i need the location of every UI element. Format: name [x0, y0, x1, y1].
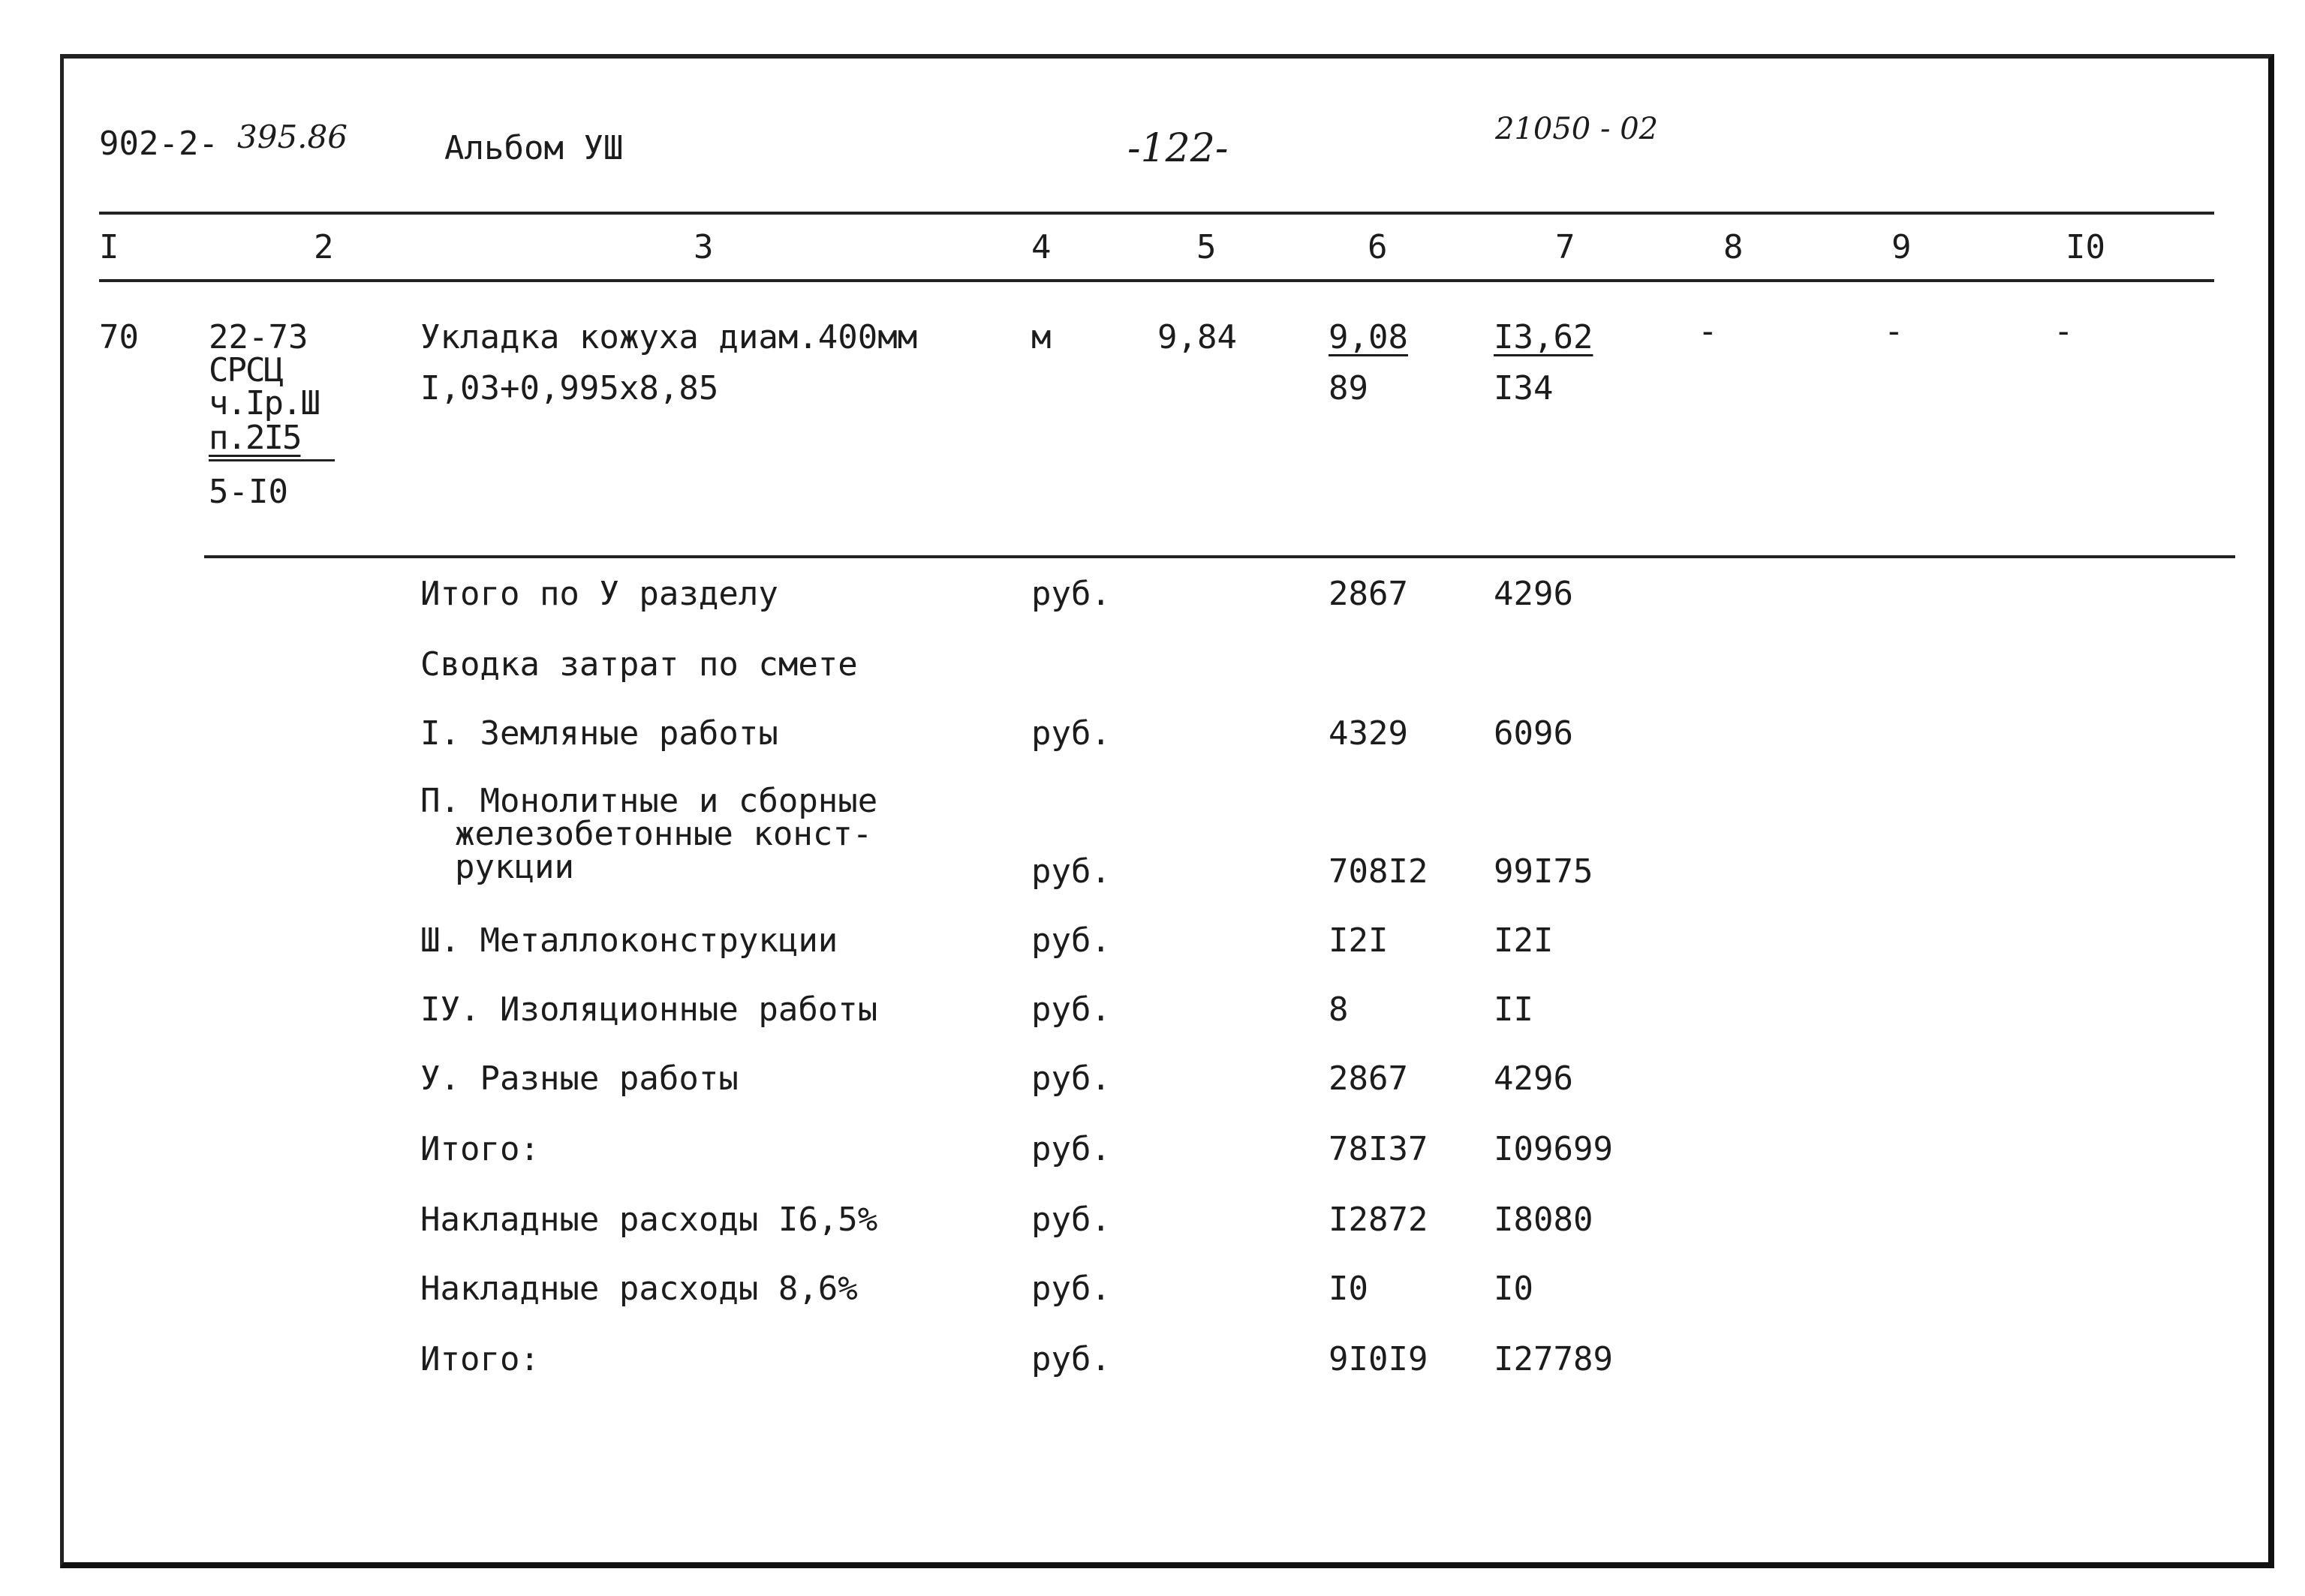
summary-row-col6: 2867 — [1329, 1059, 1408, 1098]
column-header-7: 7 — [1555, 228, 1575, 266]
summary-row-label-line: П. Монолитные и сборные — [420, 782, 878, 820]
summary-row-col6: 78I37 — [1329, 1130, 1428, 1168]
summary-row-col7: 6096 — [1494, 714, 1573, 753]
summary-row-label: I. Земляные работы — [420, 714, 778, 753]
summary-row-col7: II — [1494, 990, 1533, 1029]
doc-code-prefix: 902-2- — [99, 125, 218, 163]
summary-row-col6: 9I0I9 — [1329, 1340, 1428, 1378]
item-code-line: 22-73 — [209, 318, 308, 356]
page-number: -122- — [1127, 126, 1229, 171]
summary-row-label-line: рукции — [455, 848, 574, 886]
summary-row-col6: 708I2 — [1329, 852, 1428, 891]
summary-row-unit: руб. — [1031, 990, 1111, 1029]
column-header-6: 6 — [1368, 228, 1388, 266]
item-code-line: ч.Iр.Ш — [209, 384, 319, 422]
doc-code-handwritten: 395.86 — [237, 119, 348, 155]
column-header-3: 3 — [694, 228, 714, 266]
summary-row-col6: I2872 — [1329, 1201, 1428, 1239]
column-header-9: 9 — [1891, 228, 1912, 266]
item-code-line: 5-I0 — [209, 473, 288, 511]
column-header-4: 4 — [1031, 228, 1052, 266]
column-header-5: 5 — [1196, 228, 1217, 266]
summary-row-col6: 8 — [1329, 990, 1349, 1029]
summary-row-unit: руб. — [1031, 852, 1111, 891]
item-col9-dash: - — [1884, 312, 1904, 350]
column-header-2: 2 — [314, 228, 334, 266]
summary-row-col7: I8080 — [1494, 1201, 1593, 1239]
column-header-10: I0 — [2066, 228, 2105, 266]
summary-row-unit: руб. — [1031, 1201, 1111, 1239]
summary-row-label: Итого: — [420, 1130, 540, 1168]
summary-row-unit: руб. — [1031, 714, 1111, 753]
summary-row-col6: I0 — [1329, 1270, 1368, 1308]
summary-row-label: IУ. Изоляционные работы — [420, 990, 878, 1029]
summary-row-col7: I2I — [1494, 921, 1554, 960]
summary-row-label: Накладные расходы I6,5% — [420, 1201, 878, 1239]
summary-row-unit: руб. — [1031, 1270, 1111, 1308]
item-unit: м — [1031, 318, 1052, 356]
section-total-unit: руб. — [1031, 575, 1111, 613]
item-col7-total: I34 — [1494, 369, 1554, 407]
section-total-col7: 4296 — [1494, 575, 1573, 613]
item-col7-unit-cost: I3,62 — [1494, 318, 1593, 356]
summary-row-label: Итого: — [420, 1340, 540, 1378]
summary-row-unit: руб. — [1031, 921, 1111, 960]
item-code-divider — [209, 459, 335, 461]
item-col6-unit-cost: 9,08 — [1329, 318, 1408, 356]
summary-separator — [204, 555, 2235, 558]
item-col8-dash: - — [1698, 312, 1718, 350]
summary-heading: Сводка затрат по смете — [420, 645, 858, 684]
item-col10-dash: - — [2054, 312, 2074, 350]
section-total-col6: 2867 — [1329, 575, 1408, 613]
summary-row-col7: I09699 — [1494, 1130, 1613, 1168]
item-quantity: 9,84 — [1157, 318, 1237, 356]
item-code-line: п.2I5 — [209, 419, 301, 457]
summary-row-unit: руб. — [1031, 1340, 1111, 1378]
summary-row-col7: I27789 — [1494, 1340, 1613, 1378]
column-header-8: 8 — [1723, 228, 1744, 266]
summary-row-label: Накладные расходы 8,6% — [420, 1270, 858, 1308]
summary-row-label-line: железобетонные конст- — [455, 815, 873, 853]
reference-number: 21050 - 02 — [1495, 112, 1659, 146]
summary-row-col7: I0 — [1494, 1270, 1533, 1308]
column-header-1: I — [99, 228, 119, 266]
summary-row-label: Ш. Металлоконструкции — [420, 921, 838, 960]
summary-row-col7: 99I75 — [1494, 852, 1593, 891]
section-total-label: Итого по У разделу — [420, 575, 778, 613]
summary-row-col6: 4329 — [1329, 714, 1408, 753]
item-formula: I,03+0,995х8,85 — [420, 369, 719, 407]
summary-row-label: У. Разные работы — [420, 1059, 739, 1098]
summary-row-unit: руб. — [1031, 1130, 1111, 1168]
item-col6-total: 89 — [1329, 369, 1368, 407]
column-header-top-rule — [99, 212, 2214, 215]
summary-row-unit: руб. — [1031, 1059, 1111, 1098]
column-header-bottom-rule — [99, 279, 2214, 282]
summary-row-col6: I2I — [1329, 921, 1389, 960]
album-label: Альбом УШ — [444, 129, 624, 167]
item-description: Укладка кожуха диам.400мм — [420, 318, 918, 356]
summary-row-col7: 4296 — [1494, 1059, 1573, 1098]
item-number: 70 — [99, 318, 139, 356]
item-code-line: СРСЦ — [209, 351, 282, 389]
